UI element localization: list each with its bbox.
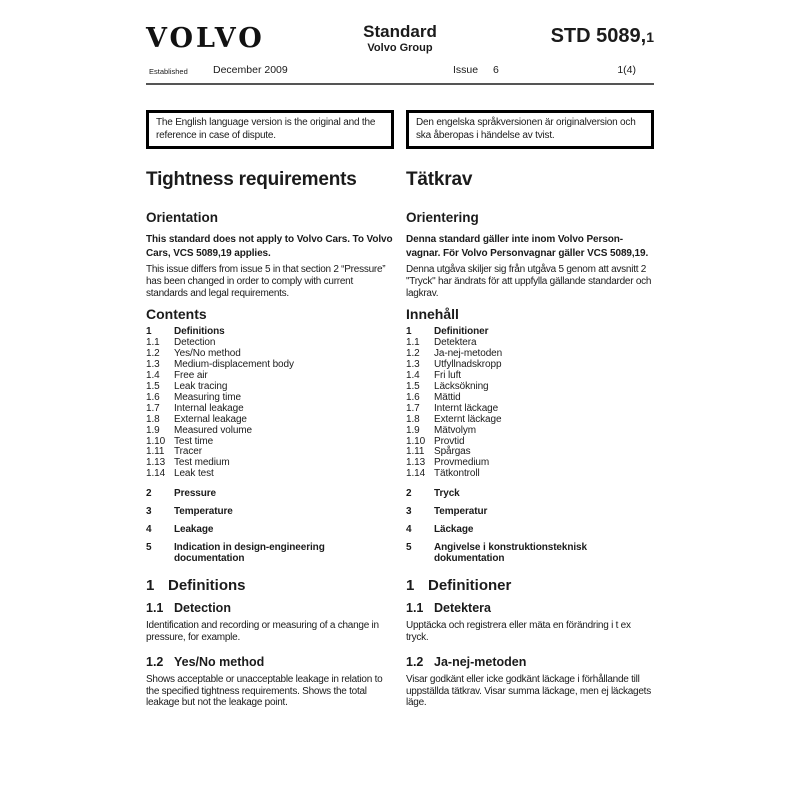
toc-entry: 1.11 Spårgas (406, 446, 471, 458)
section-entry: 3 Temperature (146, 506, 233, 518)
page-content (146, 22, 654, 709)
document-number-issue: 1 (646, 29, 654, 45)
definition-1-1-body-swedish: Upptäcka och registrera eller mäta en förändring i t ex tryck. (406, 620, 631, 643)
toc-entry: 1 Definitioner (406, 326, 489, 338)
toc-entry: 1.4 Fri luft (406, 370, 461, 382)
toc-entry: 1.11 Tracer (146, 446, 202, 458)
issue-label: Issue (453, 63, 479, 76)
toc-entry: 1.1 Detection (146, 337, 216, 349)
toc-entry: 1.4 Free air (146, 370, 208, 382)
toc-entry: 1.6 Measuring time (146, 391, 241, 403)
toc-entry: 1.6 Mättid (406, 391, 461, 403)
orientation-heading-english: Orientation (146, 210, 219, 226)
toc-entry: 1.2 Yes/No method (146, 348, 241, 360)
section-entry: 4 Leakage (146, 524, 214, 536)
toc-entry: 1.3 Medium-displacement body (146, 359, 294, 371)
document-number-main: STD 5089, (550, 25, 647, 47)
section-list-swedish (406, 488, 654, 571)
toc-entry: 1.1 Detektera (406, 337, 477, 349)
volvo-logo: VOLVO (146, 23, 265, 54)
definitions-heading-swedish: 1 Definitioner (406, 577, 512, 595)
section-list-english (146, 488, 394, 571)
definition-1-2-body-english: Shows acceptable or unacceptable leakage in relation to the specified tightness requirements. Shows the total leakage but not the leakage point. (146, 674, 383, 709)
section-entry: 2 Tryck (406, 488, 460, 500)
toc-entry: 1.10 Test time (146, 435, 214, 447)
title-english: Tightness requirements (146, 168, 357, 190)
header-divider (146, 83, 654, 85)
definition-1-1-heading-english: 1.1 Detection (146, 601, 231, 616)
section-entry: 3 Temperatur (406, 506, 488, 518)
toc-entry: 1.13 Test medium (146, 457, 230, 469)
issue-number: 6 (493, 63, 499, 76)
contents-list-swedish (406, 327, 654, 480)
definition-1-2-heading-english: 1.2 Yes/No method (146, 655, 265, 670)
toc-entry: 1.7 Internt läckage (406, 402, 499, 414)
established-label: Established (149, 66, 188, 76)
definition-1-1-heading-swedish: 1.1 Detektera (406, 601, 491, 616)
definitions-heading-english: 1 Definitions (146, 577, 246, 595)
definition-1-1-body-english: Identification and recording or measuring of a change in pressure, for example. (146, 620, 379, 643)
scope-note-swedish: Denna standard gäller inte inom Volvo Person-vagnar. För Volvo Personvagnar gäller VCS 5089,19. (406, 234, 649, 259)
scope-note-english: This standard does not apply to Volvo Cars. To Volvo Cars, VCS 5089,19 applies. (146, 234, 393, 259)
page-indicator: 1(4) (617, 63, 636, 76)
toc-entry: 1 Definitions (146, 326, 225, 338)
toc-entry: 1.14 Leak test (146, 468, 214, 480)
toc-entry: 1.8 External leakage (146, 413, 247, 425)
toc-entry: 1.7 Internal leakage (146, 402, 244, 414)
document-type: Standard (363, 22, 437, 41)
language-notice-row (146, 110, 654, 149)
issue-note-swedish: Denna utgåva skiljer sig från utgåva 5 genom att avsnitt 2 "Tryck" har ändrats för att uppfylla gällande standarder och lagkrav. (406, 264, 652, 300)
document-number (514, 22, 654, 48)
toc-entry: 1.10 Provtid (406, 435, 465, 447)
bilingual-columns (146, 170, 654, 709)
organization-name: Volvo Group (367, 41, 433, 54)
toc-entry: 1.13 Provmedium (406, 457, 490, 469)
section-entry: 4 Läckage (406, 524, 474, 536)
title-swedish: Tätkrav (406, 168, 473, 190)
established-date: December 2009 (213, 63, 288, 76)
toc-entry: 1.5 Leak tracing (146, 380, 228, 392)
notice-box-swedish: Den engelska språkversionen är originalversion och ska åberopas i händelse av tvist. (406, 110, 654, 149)
header-title-block (286, 22, 514, 54)
document-header (146, 22, 654, 54)
section-entry: 2 Pressure (146, 488, 217, 500)
toc-entry: 1.9 Mätvolym (406, 424, 476, 436)
toc-entry: 1.5 Läcksökning (406, 380, 489, 392)
toc-entry: 1.9 Measured volume (146, 424, 252, 436)
toc-entry: 1.3 Utfyllnadskropp (406, 359, 502, 371)
document-meta-row (146, 63, 654, 78)
definition-1-2-body-swedish: Visar godkänt eller icke godkänt läckage i förhållande till uppställda tätkrav. Visar summa läckage, men ej läckagets läge. (406, 674, 651, 709)
contents-heading-swedish: Innehåll (406, 306, 459, 323)
definition-1-2-heading-swedish: 1.2 Ja-nej-metoden (406, 655, 527, 670)
notice-box-english: The English language version is the original and the reference in case of dispute. (146, 110, 394, 149)
toc-entry: 1.14 Tätkontroll (406, 468, 480, 480)
section-entry: 5 Angivelse i konstruktionsteknisk dokumentation (406, 542, 587, 565)
issue-note-english: This issue differs from issue 5 in that section 2 “Pressure” has been changed in order to comply with current standards and legal requirements. (146, 264, 386, 300)
toc-entry: 1.2 Ja-nej-metoden (406, 348, 503, 360)
contents-list-english (146, 327, 394, 480)
section-entry: 5 Indication in design-engineering documentation (146, 542, 325, 565)
orientation-heading-swedish: Orientering (406, 210, 479, 226)
contents-heading-english: Contents (146, 306, 207, 323)
toc-entry: 1.8 Externt läckage (406, 413, 502, 425)
